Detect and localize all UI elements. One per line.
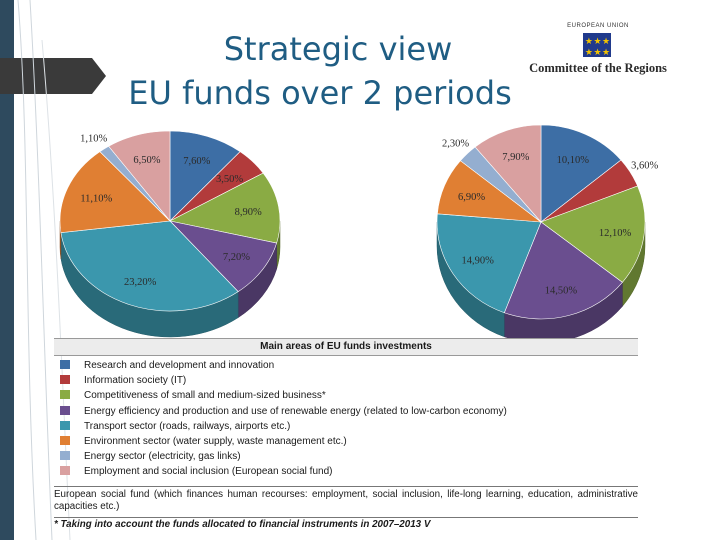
data-label: 6,90% [458, 191, 486, 203]
data-label: 8,90% [234, 206, 262, 218]
legend-swatch [60, 436, 70, 445]
data-label: 2,30% [442, 138, 470, 150]
legend-label: Energy efficiency and production and use of renewable energy (related to low-carbon economy) [84, 405, 507, 417]
legend-swatch [60, 421, 70, 430]
slide-title-line1: Strategic view [223, 30, 453, 68]
logo-top-text: EUROPEAN UNION [567, 23, 629, 29]
legend-label: Transport sector (roads, railways, airports etc.) [84, 420, 291, 432]
data-label: 1,10% [80, 133, 108, 145]
legend-table [54, 338, 638, 530]
legend-header: Main areas of EU funds investments [54, 338, 638, 356]
data-label: 7,90% [502, 152, 530, 164]
data-label: 10,10% [556, 154, 590, 166]
legend-footnote: * Taking into account the funds allocated to financial instruments in 2007–2013 V [54, 517, 638, 531]
data-label: 14,50% [544, 285, 578, 297]
legend-swatch [60, 390, 70, 399]
legend-swatch [60, 451, 70, 460]
data-label: 14,90% [461, 255, 494, 267]
legend-note-esf: European social fund (which finances human recourses: employment, social inclusion, life-long learning, education, administrative capacities etc.) [54, 486, 638, 513]
pie-chart-period-1 [60, 131, 280, 337]
legend-swatch [60, 466, 70, 475]
legend-swatch [60, 375, 70, 384]
legend-label: Research and development and innovation [84, 360, 275, 371]
eu-flag-icon: ★ ★ ★ ★ ★ ★ [583, 33, 611, 57]
data-label: 3,60% [631, 160, 659, 172]
logo-name: Committee of the Regions [529, 61, 667, 75]
data-label: 23,20% [123, 277, 157, 289]
legend-label: Employment and social inclusion (European social fund) [84, 466, 333, 478]
legend-label: Information society (IT) [84, 375, 187, 387]
data-label: 3,50% [215, 174, 244, 186]
data-label: 7,60% [183, 156, 211, 168]
legend-swatch [60, 406, 70, 415]
legend-swatch [60, 360, 70, 369]
pie-chart-period-2 [437, 125, 658, 343]
legend-label: Environment sector (water supply, waste management etc.) [84, 436, 347, 447]
legend-label: Competitiveness of small and medium-sized business* [84, 390, 326, 402]
slide-title-line2: EU funds over 2 periods [128, 74, 512, 112]
data-label: 11,10% [80, 193, 113, 205]
data-label: 7,20% [222, 252, 251, 264]
data-label: 6,50% [133, 155, 161, 167]
data-label: 12,10% [598, 228, 632, 240]
legend-label: Energy sector (electricity, gas links) [84, 451, 241, 463]
